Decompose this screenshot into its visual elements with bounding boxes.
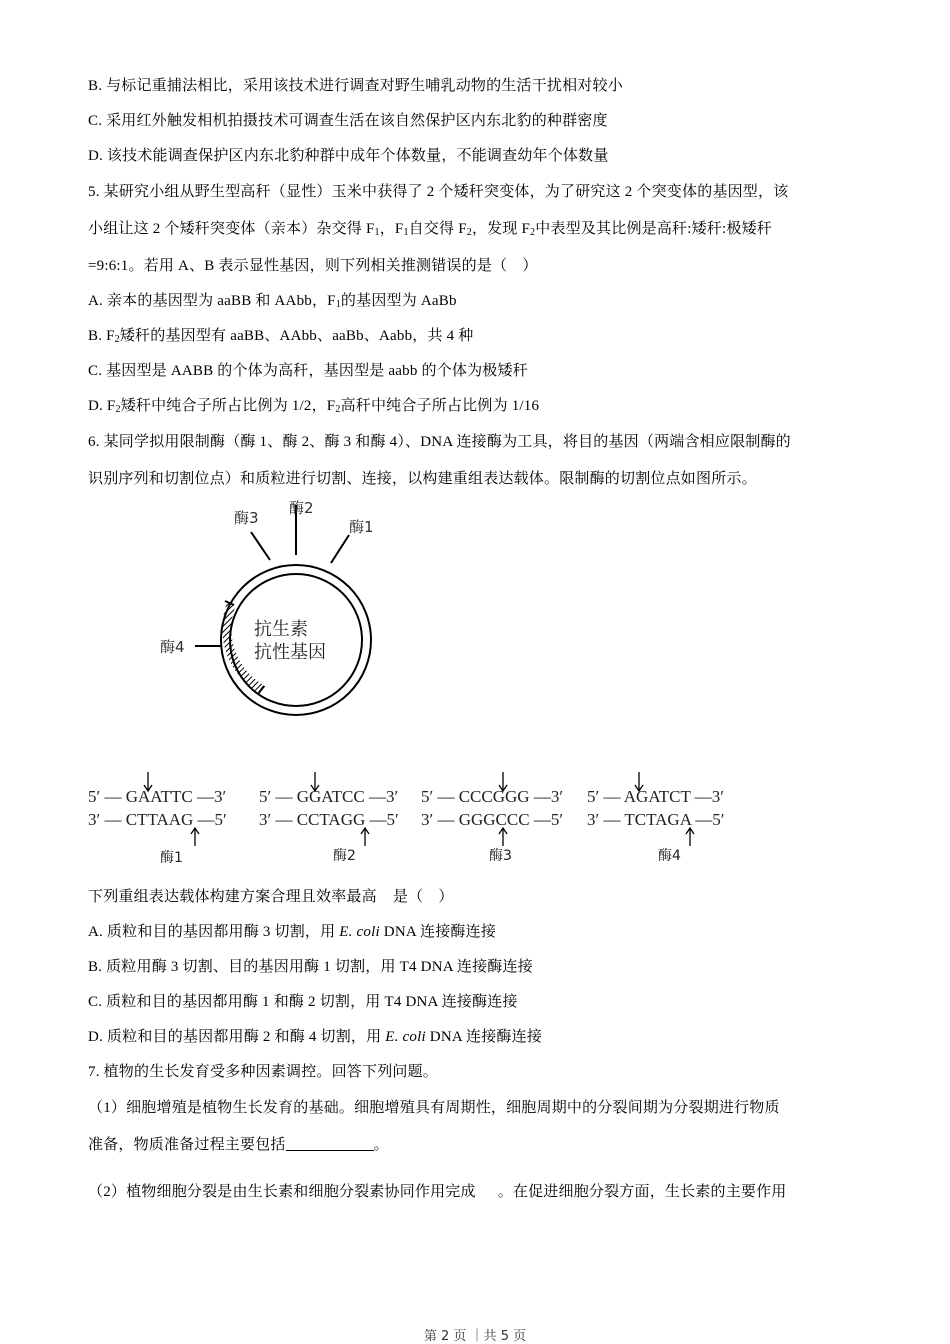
label-enzyme3: 酶3: [234, 509, 259, 527]
svg-text:5′ — GGATCC —3′: 5′ — GGATCC —3′: [259, 787, 399, 806]
q5-option-a: A. 亲本的基因型为 aaBB 和 AAbb，$F_1$的基因型为 AaBb: [88, 293, 457, 310]
q6-option-c: C. 质粒和目的基因都用酶 1 和酶 2 切割，用 T4 DNA 连接酶连接: [88, 994, 518, 1010]
svg-text:3′ — TCTAGA —5′: 3′ — TCTAGA —5′: [587, 810, 725, 829]
q4-option-c: C. 采用红外触发相机拍摄技术可调查生活在该自然保护区内东北豹的种群密度: [88, 113, 608, 129]
q4-option-b: B. 与标记重捕法相比，采用该技术进行调查对野生哺乳动物的生活干扰相对较小: [88, 78, 623, 94]
q5-option-d: D. $F_2$矮秆中纯合子所占比例为 1/2，$F_2$高秆中纯合子所占比例为 1/16: [88, 398, 540, 415]
sequence-enzyme2: [259, 772, 399, 864]
svg-text:酶2: 酶2: [333, 848, 356, 864]
q5-stem-line2: 小组让这 2 个矮秆突变体（亲本）杂交得 $F_1$，$F_1$自交得 $F_2$，发现 $F_2$中表型及其比例是高秆:矮秆:极矮秆: [88, 221, 772, 238]
q7-part1-line1: （1）细胞增殖是植物生长发育的基础。细胞增殖具有周期性，细胞周期中的分裂间期为分裂期进行物质: [88, 1100, 780, 1116]
svg-text:3′ — CTTAAG —5′: 3′ — CTTAAG —5′: [88, 810, 227, 829]
q6-option-a: A. 质粒和目的基因都用酶 3 切割，用 E. coli DNA 连接酶连接: [88, 924, 497, 940]
plasmid-diagram: [150, 495, 410, 720]
label-resistance-gene: 抗性基因: [254, 642, 326, 663]
q6-question: 下列重组表达载体构建方案合理且效率最高 是（ ）: [88, 889, 454, 905]
svg-text:酶4: 酶4: [658, 848, 681, 864]
sequence-enzyme1: [88, 772, 227, 866]
q7-stem: 7. 植物的生长发育受多种因素调控。回答下列问题。: [88, 1064, 439, 1080]
q5-option-b: B. $F_2$矮秆的基因型有 aaBB、AAbb、aaBb、Aabb，共 4 种: [88, 328, 474, 345]
page-footer: 第 2 页 ｜共 5 页: [423, 1329, 527, 1344]
q6-option-d: D. 质粒和目的基因都用酶 2 和酶 4 切割，用 E. coli DNA 连接酶连接: [88, 1029, 543, 1045]
q4-option-d: D. 该技术能调查保护区内东北豹种群中成年个体数量，不能调查幼年个体数量: [88, 148, 609, 164]
label-enzyme4: 酶4: [160, 638, 185, 656]
svg-text:5′ — CCCGGG —3′: 5′ — CCCGGG —3′: [421, 787, 564, 806]
svg-text:5′ — AGATCT —3′: 5′ — AGATCT —3′: [587, 787, 724, 806]
label-enzyme1: 酶1: [349, 518, 374, 536]
q7-part1-line2: 准备，物质准备过程主要包括 。: [88, 1137, 389, 1153]
answer-blank[interactable]: [286, 1136, 374, 1151]
svg-text:酶1: 酶1: [160, 850, 183, 866]
q5-option-c: C. 基因型是 AABB 的个体为高秆，基因型是 aabb 的个体为极矮秆: [88, 363, 528, 379]
q5-stem-line1: 5. 某研究小组从野生型高秆（显性）玉米中获得了 2 个矮秆突变体，为了研究这 2 个突变体的基因型，该: [88, 184, 789, 200]
svg-text:3′ — GGGCCC —5′: 3′ — GGGCCC —5′: [421, 810, 564, 829]
svg-text:酶3: 酶3: [489, 848, 512, 864]
q5-stem-line3: =9:6:1。若用 A、B 表示显性基因，则下列相关推测错误的是（ ）: [88, 258, 538, 274]
sequence-enzyme3: [421, 772, 563, 864]
svg-text:3′ — CCTAGG —5′: 3′ — CCTAGG —5′: [259, 810, 399, 829]
q6-option-b: B. 质粒用酶 3 切割、目的基因用酶 1 切割，用 T4 DNA 连接酶连接: [88, 959, 533, 975]
q6-stem-line1: 6. 某同学拟用限制酶（酶 1、酶 2、酶 3 和酶 4）、DNA 连接酶为工具，将目的基因（两端含相应限制酶的: [88, 434, 791, 450]
q7-part2-line1: （2）植物细胞分裂是由生长素和细胞分裂素协同作用完成 。在促进细胞分裂方面，生长素的主要作用: [88, 1184, 787, 1200]
restriction-sites-figure: [88, 768, 788, 868]
label-antibiotic: 抗生素: [254, 619, 308, 640]
q6-stem-line2: 识别序列和切割位点）和质粒进行切割、连接，以构建重组表达载体。限制酶的切割位点如图所示。: [88, 471, 757, 487]
site-line-enzyme3: [251, 532, 270, 560]
sequence-enzyme4: [587, 772, 725, 864]
label-enzyme2: 酶2: [289, 499, 314, 517]
svg-text:5′ — GAATTC —3′: 5′ — GAATTC —3′: [88, 787, 227, 806]
site-line-enzyme1: [331, 535, 349, 563]
